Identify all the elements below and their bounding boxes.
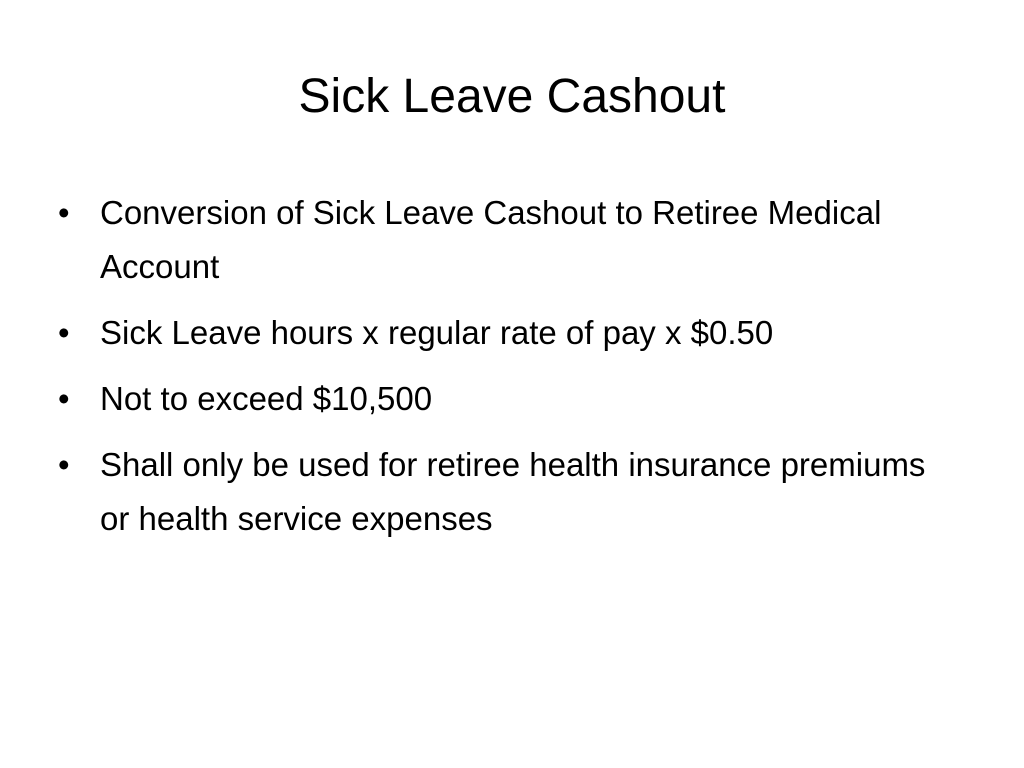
bullet-item — [58, 186, 958, 294]
bullet-dot-icon: • — [58, 380, 70, 417]
bullet-item — [58, 306, 958, 360]
bullet-dot-icon: • — [58, 446, 70, 483]
bullet-text: Conversion of Sick Leave Cashout to Retiree Medical Account — [100, 194, 882, 285]
bullet-text: Shall only be used for retiree health insurance premiums or health service expenses — [100, 446, 926, 537]
bullet-list — [58, 186, 958, 558]
bullet-text: Sick Leave hours x regular rate of pay x $0.50 — [100, 314, 774, 351]
bullet-dot-icon: • — [58, 194, 70, 231]
bullet-item — [58, 372, 958, 426]
bullet-text: Not to exceed $10,500 — [100, 380, 433, 417]
bullet-item — [58, 438, 958, 546]
bullet-dot-icon: • — [58, 314, 70, 351]
slide-title: Sick Leave Cashout — [298, 70, 726, 123]
